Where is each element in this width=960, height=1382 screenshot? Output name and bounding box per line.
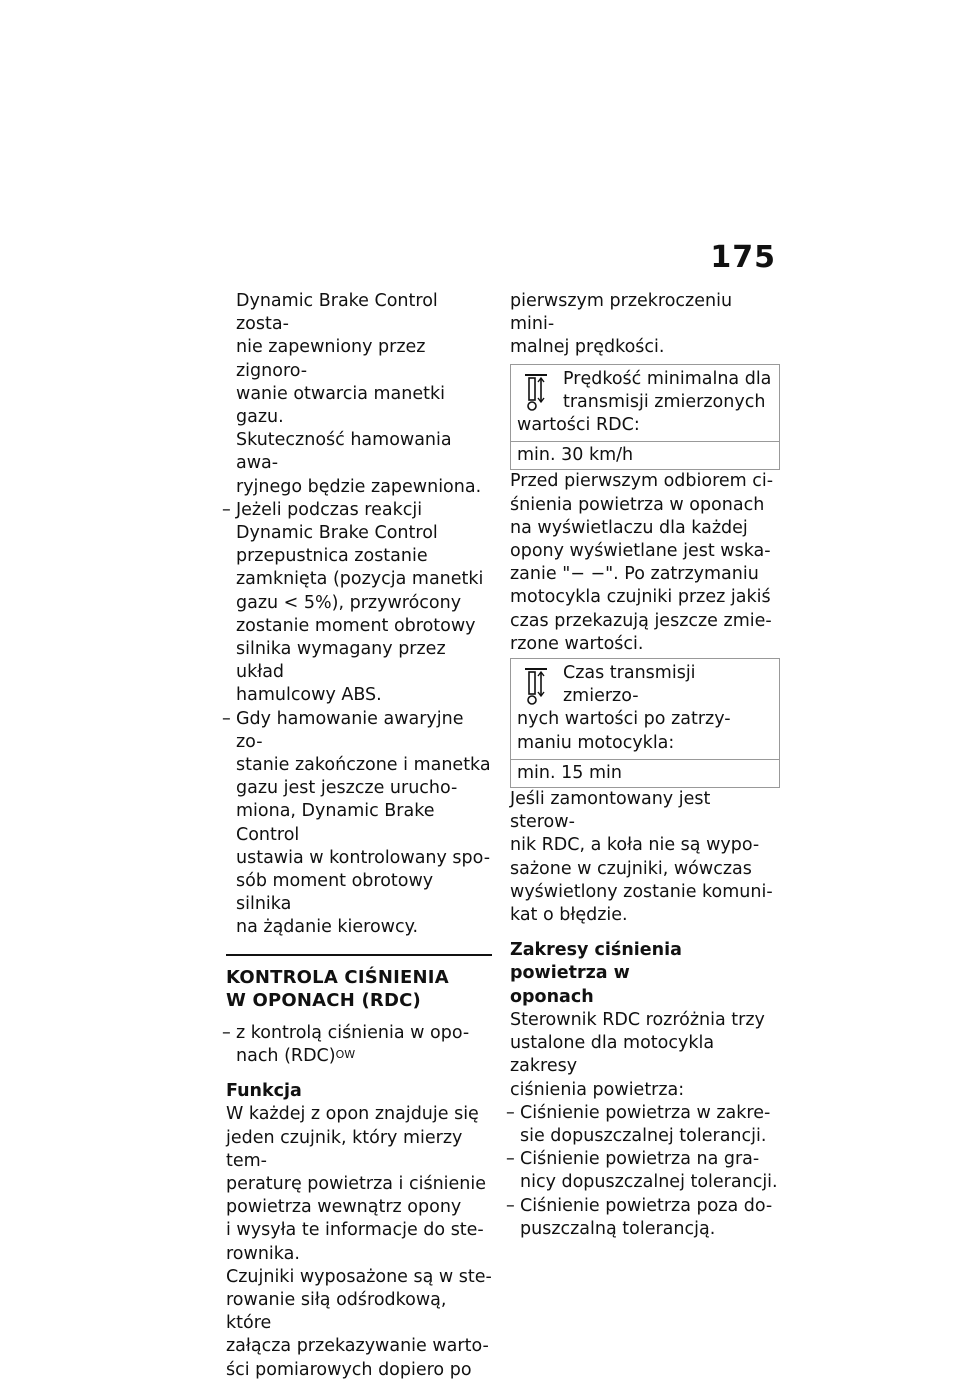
text-line: sób moment obrotowy silnika [236, 871, 434, 915]
page-number: 175 [710, 240, 776, 275]
text-line: gazu < 5%), przywrócony [236, 592, 462, 613]
bullet-item [510, 1195, 780, 1241]
text-line: miona, Dynamic Brake Control [236, 801, 435, 845]
subsection-title [510, 939, 780, 1009]
text-line: motocykla czujniki przez jakiś [510, 587, 771, 608]
text-line: nach (RDC) [236, 1045, 336, 1066]
text-line: Jeśli zamontowany jest sterow- [510, 789, 711, 833]
text-line: Dynamic Brake Control [236, 523, 438, 544]
text-line: W każdej z opon znajduje się [226, 1104, 479, 1125]
text-line: śnienia powietrza w oponach [510, 494, 765, 515]
text-line: wyświetlony zostanie komuni- [510, 881, 773, 902]
bullet-item [510, 1102, 780, 1148]
bullet-item [510, 1148, 780, 1194]
text-line: zamknięta (pozycja manetki [236, 569, 484, 590]
right-column [510, 290, 780, 1241]
text-line: Jeżeli podczas reakcji [236, 499, 423, 520]
text-line: przepustnica zostanie [236, 546, 428, 567]
text-line: puszczalną tolerancją. [520, 1218, 716, 1239]
text-line: nie zapewniony przez zignoro- [236, 337, 426, 381]
text-line: maniu motocykla: [517, 732, 675, 753]
text-line: Gdy hamowanie awaryjne zo- [236, 708, 464, 752]
text-line: wanie otwarcia manetki gazu. [236, 383, 445, 428]
text-line: transmisji zmierzonych [563, 391, 766, 412]
text-line: rowanie siłą odśrodkową, które [226, 1289, 447, 1334]
section-divider [226, 954, 492, 956]
text-line: Ciśnienie powietrza na gra- [520, 1149, 760, 1170]
text-line: wartości RDC: [517, 415, 640, 436]
text-line: malnej prędkości. [510, 337, 665, 358]
text-line: sie dopuszczalnej tolerancji. [520, 1125, 767, 1146]
text-line: silnika wymagany przez układ [236, 639, 446, 683]
gauge-tool-icon [521, 372, 551, 412]
text-line: załącza przekazywanie warto- [226, 1336, 489, 1357]
continued-paragraph [510, 290, 780, 360]
spec-value: min. 30 km/h [517, 445, 634, 466]
text-line: i wysyła te informacje do ste- [226, 1220, 484, 1241]
spec-box [510, 658, 780, 788]
text-line: na wyświetlaczu dla każdej [510, 517, 748, 538]
text-line: ciśnienia powietrza: [510, 1079, 685, 1100]
text-line: pierwszym przekroczeniu mini- [510, 291, 733, 335]
text-line: ustawia w kontrolowany spo- [236, 847, 491, 868]
spec-box [510, 364, 780, 471]
zakresy-text [510, 1009, 780, 1102]
text-line: ustalone dla motocykla zakresy [510, 1033, 715, 1077]
text-line: Ciśnienie powietrza poza do- [520, 1195, 773, 1216]
gauge-tool-icon [521, 666, 551, 706]
text-line: Prędkość minimalna dla [563, 368, 772, 389]
text-line: zostanie moment obrotowy [236, 615, 476, 636]
rdc-display-paragraph [510, 470, 780, 656]
subsection-title: Funkcja [226, 1081, 302, 1102]
text-line: ryjnego będzie zapewniona. [236, 476, 482, 497]
text-line: peraturę powietrza i ciśnienie [226, 1173, 487, 1194]
text-line: Ciśnienie powietrza w zakre- [520, 1102, 771, 1123]
equipment-code: OW [335, 1047, 356, 1061]
text-line: czas przekazują jeszcze zmie- [510, 610, 772, 631]
text-line: ści pomiarowych dopiero po [226, 1359, 472, 1380]
rdc-error-paragraph [510, 788, 780, 927]
text-line: Dynamic Brake Control zosta- [236, 291, 438, 335]
text-line: kat o błędzie. [510, 905, 628, 926]
bullet-item [226, 708, 492, 940]
text-line: rzone wartości. [510, 633, 644, 654]
equipment-bullet [226, 1022, 492, 1068]
text-line: nik RDC, a koła nie są wypo- [510, 835, 760, 856]
text-line: powietrza wewnątrz opony [226, 1197, 462, 1218]
left-column [226, 290, 492, 1382]
spec-value: min. 15 min [517, 762, 622, 783]
dbc-paragraph [226, 290, 492, 499]
text-line: oponach [510, 986, 594, 1007]
text-line: Skuteczność hamowania awa- [236, 430, 452, 474]
text-line: zanie "− −". Po zatrzymaniu [510, 564, 759, 585]
text-line: Zakresy ciśnienia powietrza w [510, 940, 682, 984]
text-line: Przed pierwszym odbiorem ci- [510, 471, 774, 492]
text-line: jeden czujnik, który mierzy tem- [226, 1127, 463, 1171]
bullet-item [226, 499, 492, 708]
text-line: nych wartości po zatrzy- [517, 709, 731, 730]
text-line: Sterownik RDC rozróżnia trzy [510, 1009, 765, 1030]
text-line: hamulcowy ABS. [236, 685, 382, 706]
text-line: z kontrolą ciśnienia w opo- [236, 1022, 470, 1043]
text-line: KONTROLA CIŚNIENIA [226, 966, 449, 988]
text-line: opony wyświetlane jest wska- [510, 541, 771, 562]
text-line: Czujniki wyposażone są w ste- [226, 1266, 492, 1287]
section-heading [226, 966, 492, 1012]
funkcja-text [226, 1103, 492, 1381]
text-line: rownika. [226, 1243, 300, 1264]
text-line: W OPONACH (RDC) [226, 989, 421, 1011]
text-line: sażone w czujniki, wówczas [510, 858, 752, 879]
text-line: gazu jest jeszcze urucho- [236, 778, 458, 799]
text-line: stanie zakończone i manetka [236, 755, 491, 776]
text-line: Czas transmisji zmierzo- [563, 663, 696, 707]
text-line: nicy dopuszczalnej tolerancji. [520, 1172, 778, 1193]
text-line: na żądanie kierowcy. [236, 917, 419, 938]
